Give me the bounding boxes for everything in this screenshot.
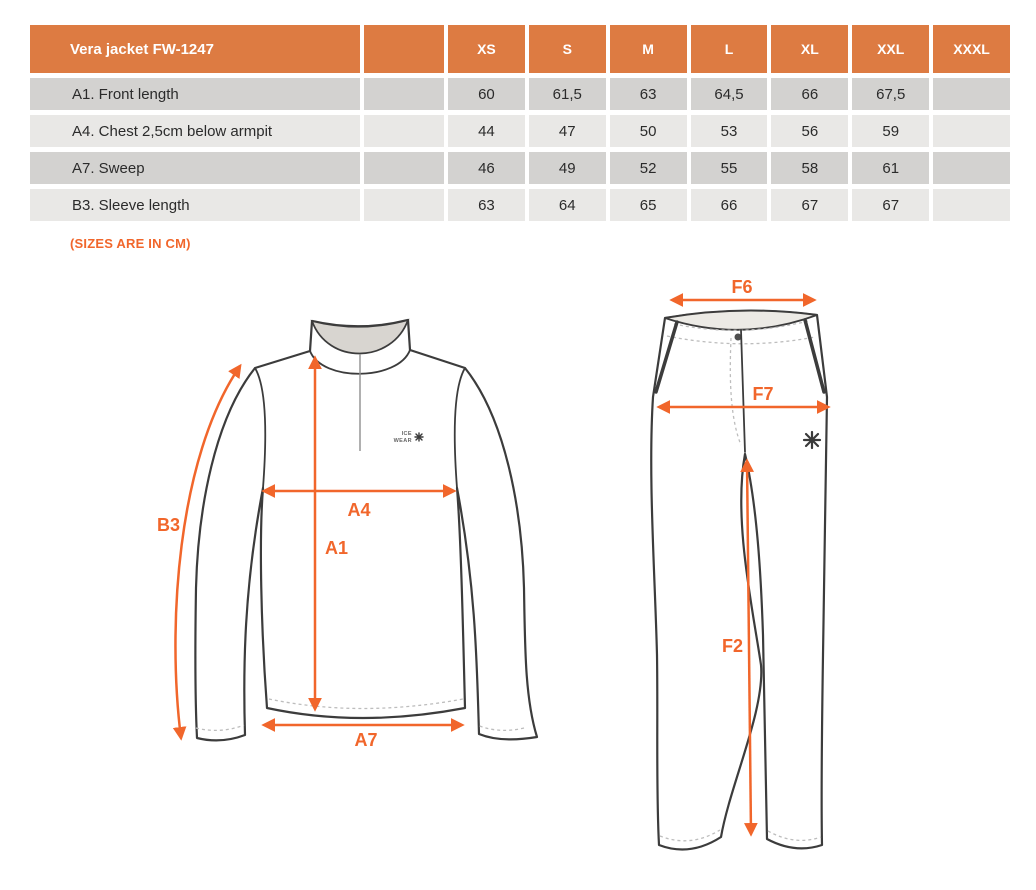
column-header-xs: XS [448,25,525,73]
jacket-outline [195,320,537,740]
table-cell [933,115,1010,147]
table-cell: 47 [529,115,606,147]
table-cell: 58 [771,152,848,184]
table-cell: 63 [610,78,687,110]
table-cell: 61,5 [529,78,606,110]
f2-label: F2 [721,636,743,656]
table-cell: 46 [448,152,525,184]
row-label: B3. Sleeve length [30,189,360,221]
table-cell [933,189,1010,221]
pants-measurement-diagram [620,280,920,875]
column-header-l: L [691,25,768,73]
table-cell: 66 [771,78,848,110]
a1-label: A1 [325,538,349,558]
row-label: A7. Sweep [30,152,360,184]
column-header-xxxl: XXXL [933,25,1010,73]
table-cell: 67 [852,189,929,221]
jacket-measurement-diagram [140,288,570,763]
f7-label: F7 [752,384,774,404]
sizes-in-cm-note: (SIZES ARE IN CM) [70,236,191,251]
table-cell: 44 [448,115,525,147]
table-cell-blank [364,78,444,110]
column-header-xl: XL [771,25,848,73]
table-cell: 49 [529,152,606,184]
table-cell [933,78,1010,110]
table-cell: 60 [448,78,525,110]
table-cell: 66 [691,189,768,221]
table-cell: 61 [852,152,929,184]
table-cell: 53 [691,115,768,147]
svg-text:ICE: ICE [401,431,412,437]
table-cell: 55 [691,152,768,184]
b3-label: B3 [156,515,180,535]
row-label: A4. Chest 2,5cm below armpit [30,115,360,147]
f6-label: F6 [731,280,753,297]
table-cell: 52 [610,152,687,184]
column-header-s: S [529,25,606,73]
table-cell-blank [364,152,444,184]
table-cell [933,152,1010,184]
table-cell: 64,5 [691,78,768,110]
table-cell-blank [364,189,444,221]
table-cell: 67 [771,189,848,221]
a4-label: A4 [347,500,371,520]
table-cell: 50 [610,115,687,147]
row-label: A1. Front length [30,78,360,110]
table-cell: 59 [852,115,929,147]
table-cell-blank [364,115,444,147]
column-header-m: M [610,25,687,73]
svg-text:WEAR: WEAR [393,438,412,444]
snowflake-icon [804,432,820,448]
table-header-blank [364,25,444,73]
a7-label: A7 [354,730,378,750]
table-cell: 67,5 [852,78,929,110]
table-cell: 65 [610,189,687,221]
table-title: Vera jacket FW-1247 [30,25,360,73]
table-cell: 56 [771,115,848,147]
snowflake-icon [415,433,423,441]
column-header-xxl: XXL [852,25,929,73]
table-cell: 64 [529,189,606,221]
pants-outline [651,311,827,850]
size-table [30,25,1010,221]
table-cell: 63 [448,189,525,221]
